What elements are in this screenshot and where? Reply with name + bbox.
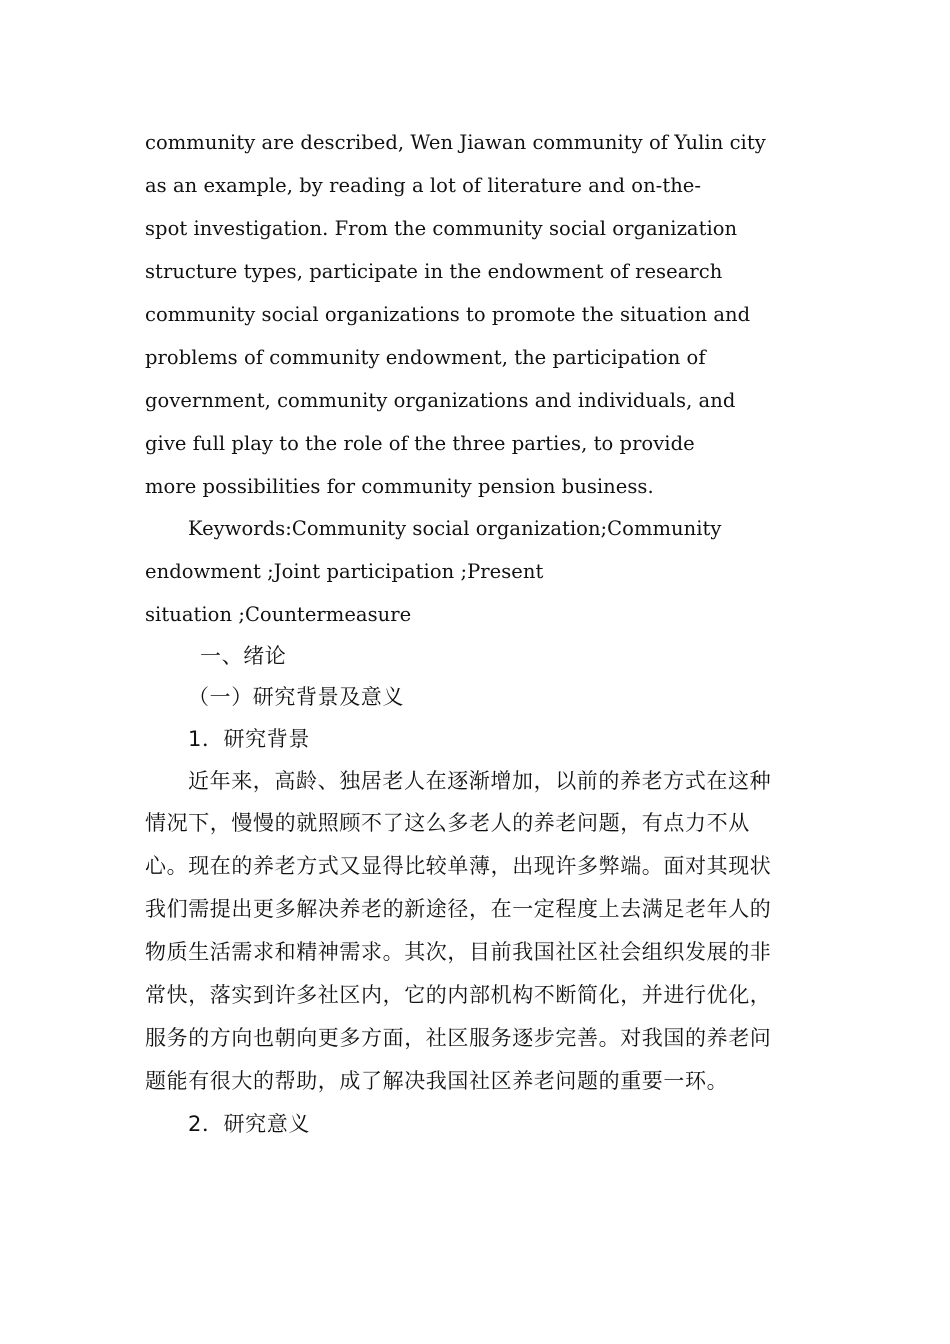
paragraph-line: 物质生活需求和精神需求。其次，目前我国社区社会组织发展的非 — [145, 940, 772, 964]
subsection-heading: 1．研究背景 — [188, 727, 310, 751]
abstract-line: more possibilities for community pension business. — [145, 475, 654, 498]
abstract-line: give full play to the role of the three parties, to provide — [145, 432, 695, 455]
abstract-line: problems of community endowment, the participation of — [145, 346, 706, 369]
paragraph-line: 心。现在的养老方式又显得比较单薄，出现许多弊端。面对其现状 — [145, 854, 772, 878]
section-heading: （一）研究背景及意义 — [188, 685, 404, 709]
paragraph-line: 常快，落实到许多社区内，它的内部机构不断简化，并进行优化， — [145, 983, 772, 1007]
abstract-line: spot investigation. From the community social organization — [145, 217, 738, 240]
abstract-line: community are described, Wen Jiawan community of Yulin city — [145, 131, 766, 154]
abstract-line: structure types, participate in the endowment of research — [145, 260, 723, 283]
paragraph-line: 近年来，高龄、独居老人在逐渐增加，以前的养老方式在这种 — [188, 769, 772, 793]
paragraph-line: 题能有很大的帮助，成了解决我国社区养老问题的重要一环。 — [145, 1069, 729, 1093]
subsection-heading: 2．研究意义 — [188, 1112, 310, 1136]
keywords-line: endowment ;Joint participation ;Present — [145, 560, 544, 583]
keywords-line: situation ;Countermeasure — [145, 603, 412, 626]
keywords-line: Keywords:Community social organization;Community — [188, 517, 722, 540]
chapter-heading: 一、绪论 — [200, 644, 287, 668]
paragraph-line: 服务的方向也朝向更多方面，社区服务逐步完善。对我国的养老问 — [145, 1026, 772, 1050]
abstract-line: government, community organizations and individuals, and — [145, 389, 736, 412]
paragraph-line: 我们需提出更多解决养老的新途径，在一定程度上去满足老年人的 — [145, 897, 772, 921]
paragraph-line: 情况下，慢慢的就照顾不了这么多老人的养老问题，有点力不从 — [145, 811, 750, 835]
abstract-line: as an example, by reading a lot of literature and on-the- — [145, 174, 702, 197]
abstract-line: community social organizations to promote the situation and — [145, 303, 751, 326]
